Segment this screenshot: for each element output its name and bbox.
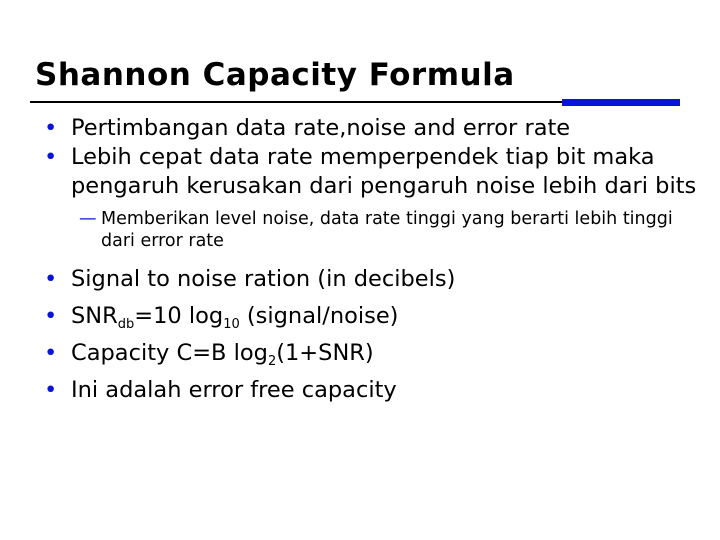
- sub-bullet-text: Memberikan level noise, data rate tinggi yang berarti lebih tinggi dari error rate: [101, 209, 673, 251]
- bullet-text: Ini adalah error free capacity: [71, 377, 397, 403]
- snr-subscript: db: [117, 317, 135, 332]
- bullet-item: [44, 298, 704, 335]
- capacity-formula: [71, 340, 374, 369]
- sub-bullet-item: [79, 208, 704, 252]
- snr-formula: [71, 303, 399, 332]
- bullet-text: Lebih cepat data rate memperpendek tiap bit maka pengaruh kerusakan dari pengaruh noise lebih dari bits: [71, 144, 697, 199]
- bullet-item: [44, 114, 704, 143]
- dash-icon: —: [79, 209, 97, 229]
- log-base-subscript: 10: [223, 317, 240, 332]
- bullet-icon: •: [44, 303, 58, 329]
- bullet-icon: •: [44, 144, 58, 170]
- snr-mid: =10 log: [134, 303, 224, 329]
- bullet-icon: •: [44, 377, 58, 403]
- bullet-item: [44, 372, 704, 409]
- capacity-prefix: Capacity C=B log: [71, 340, 268, 366]
- bullet-item: [44, 335, 704, 372]
- bullet-icon: •: [44, 340, 58, 366]
- snr-rhs: (signal/noise): [239, 303, 399, 329]
- slide-title: Shannon Capacity Formula: [35, 57, 515, 93]
- bullet-list: [44, 114, 704, 409]
- bullet-icon: •: [44, 115, 58, 141]
- bullet-icon: •: [44, 266, 58, 292]
- title-underline: [30, 99, 680, 106]
- snr-lhs: SNR: [71, 303, 118, 329]
- underline-blue-bar: [562, 99, 680, 106]
- bullet-text: Pertimbangan data rate,noise and error rate: [71, 115, 571, 141]
- capacity-suffix: (1+SNR): [276, 340, 374, 366]
- bullet-item: [44, 261, 704, 298]
- bullet-item: [44, 143, 704, 201]
- bullet-text: Signal to noise ration (in decibels): [71, 266, 456, 292]
- log-base-subscript: 2: [267, 354, 277, 369]
